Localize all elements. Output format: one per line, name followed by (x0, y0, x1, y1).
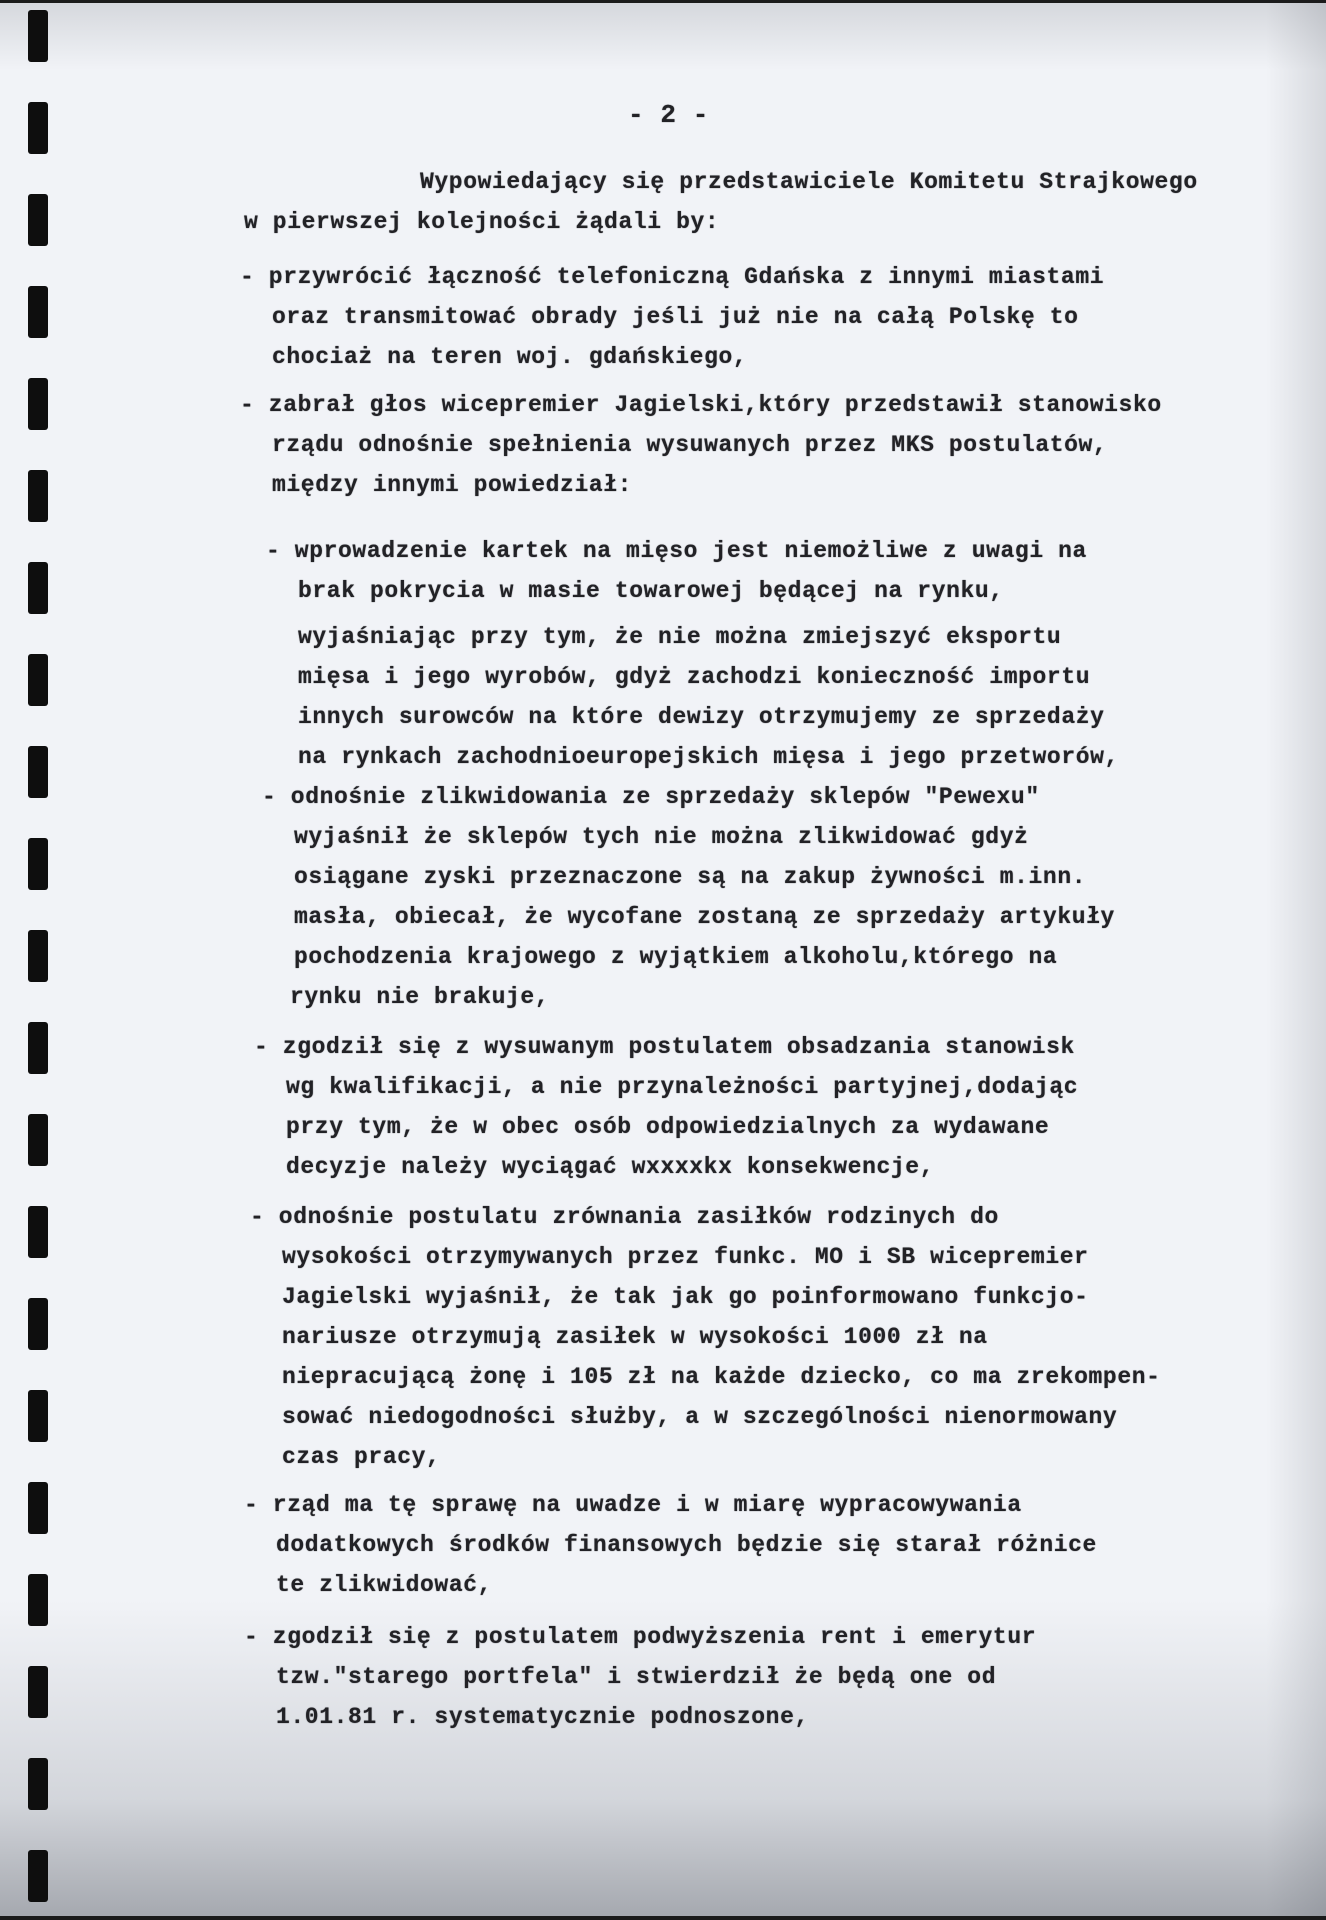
text-line: Jagielski wyjaśnił, że tak jak go poinformowano funkcjo- (282, 1284, 1089, 1310)
text-line: chociaż na teren woj. gdańskiego, (272, 344, 748, 370)
binding-hole-mark (28, 1482, 48, 1534)
binding-hole-mark (28, 378, 48, 430)
list-item: - rząd ma tę sprawę na uwadze i w miarę wypracowywania (244, 1492, 1022, 1518)
text-line: na rynkach zachodnioeuropejskich mięsa i jego przetworów, (298, 744, 1119, 770)
binding-strip (28, 10, 50, 1910)
binding-hole-mark (28, 1666, 48, 1718)
binding-hole-mark (28, 838, 48, 890)
text-line: niepracującą żonę i 105 zł na każde dziecko, co ma zrekompen- (282, 1364, 1161, 1390)
binding-hole-mark (28, 102, 48, 154)
text-line: sować niedogodności służby, a w szczególności nienormowany (282, 1404, 1118, 1430)
list-item: - zgodził się z postulatem podwyższenia rent i emerytur (244, 1624, 1037, 1650)
binding-hole-mark (28, 1758, 48, 1810)
binding-hole-mark (28, 1206, 48, 1258)
binding-hole-mark (28, 286, 48, 338)
list-item: - wprowadzenie kartek na mięso jest niemożliwe z uwagi na (266, 538, 1087, 564)
list-item: - przywrócić łączność telefoniczną Gdańska z innymi miastami (240, 264, 1105, 290)
text-line: innych surowców na które dewizy otrzymujemy ze sprzedaży (298, 704, 1105, 730)
list-item: - odnośnie zlikwidowania ze sprzedaży sklepów "Pewexu" (262, 784, 1040, 810)
text-line: pochodzenia krajowego z wyjątkiem alkoholu,którego na (294, 944, 1058, 970)
page-number: - 2 - (628, 100, 710, 130)
binding-hole-mark (28, 10, 48, 62)
text-line: rynku nie brakuje, (290, 984, 550, 1010)
text-line: Wypowiedający się przedstawiciele Komitetu Strajkowego (420, 169, 1198, 195)
binding-hole-mark (28, 1114, 48, 1166)
text-line: nariusze otrzymują zasiłek w wysokości 1000 zł na (282, 1324, 988, 1350)
text-line: osiągane zyski przeznaczone są na zakup żywności m.inn. (294, 864, 1087, 890)
text-line: czas pracy, (282, 1444, 441, 1470)
text-line: tzw."starego portfela" i stwierdził że będą one od (276, 1664, 997, 1690)
binding-hole-mark (28, 1390, 48, 1442)
text-line: masła, obiecał, że wycofane zostaną ze sprzedaży artykuły (294, 904, 1115, 930)
scan-top-edge (0, 0, 1326, 3)
text-line: brak pokrycia w masie towarowej będącej na rynku, (298, 578, 1004, 604)
text-line: decyzje należy wyciągać wxxxxkx konsekwencje, (286, 1154, 935, 1180)
text-line: w pierwszej kolejności żądali by: (244, 209, 720, 235)
binding-hole-mark (28, 194, 48, 246)
list-item: - odnośnie postulatu zrównania zasiłków rodzinych do (250, 1204, 999, 1230)
binding-hole-mark (28, 746, 48, 798)
text-line: rządu odnośnie spełnienia wysuwanych przez MKS postulatów, (272, 432, 1108, 458)
text-line: dodatkowych środków finansowych będzie się starał różnice (276, 1532, 1097, 1558)
binding-hole-mark (28, 1298, 48, 1350)
text-line: wyjaśnił że sklepów tych nie można zlikwidować gdyż (294, 824, 1029, 850)
text-line: wyjaśniając przy tym, że nie można zmiejszyć eksportu (298, 624, 1062, 650)
text-line: wysokości otrzymywanych przez funkc. MO i SB wicepremier (282, 1244, 1089, 1270)
text-line: między innymi powiedział: (272, 472, 633, 498)
text-line: mięsa i jego wyrobów, gdyż zachodzi konieczność importu (298, 664, 1091, 690)
binding-hole-mark (28, 1574, 48, 1626)
text-line: 1.01.81 r. systematycznie podnoszone, (276, 1704, 809, 1730)
binding-hole-mark (28, 1850, 48, 1902)
binding-hole-mark (28, 562, 48, 614)
binding-hole-mark (28, 1022, 48, 1074)
text-line: przy tym, że w obec osób odpowiedzialnych za wydawane (286, 1114, 1050, 1140)
binding-hole-mark (28, 654, 48, 706)
list-item: - zgodził się z wysuwanym postulatem obsadzania stanowisk (254, 1034, 1075, 1060)
text-line: te zlikwidować, (276, 1572, 493, 1598)
scan-bottom-edge (0, 1916, 1326, 1920)
text-line: oraz transmitować obrady jeśli już nie na całą Polskę to (272, 304, 1079, 330)
binding-hole-mark (28, 470, 48, 522)
list-item: - zabrał głos wicepremier Jagielski,który przedstawił stanowisko (240, 392, 1162, 418)
text-line: wg kwalifikacji, a nie przynależności partyjnej,dodając (286, 1074, 1079, 1100)
binding-hole-mark (28, 930, 48, 982)
